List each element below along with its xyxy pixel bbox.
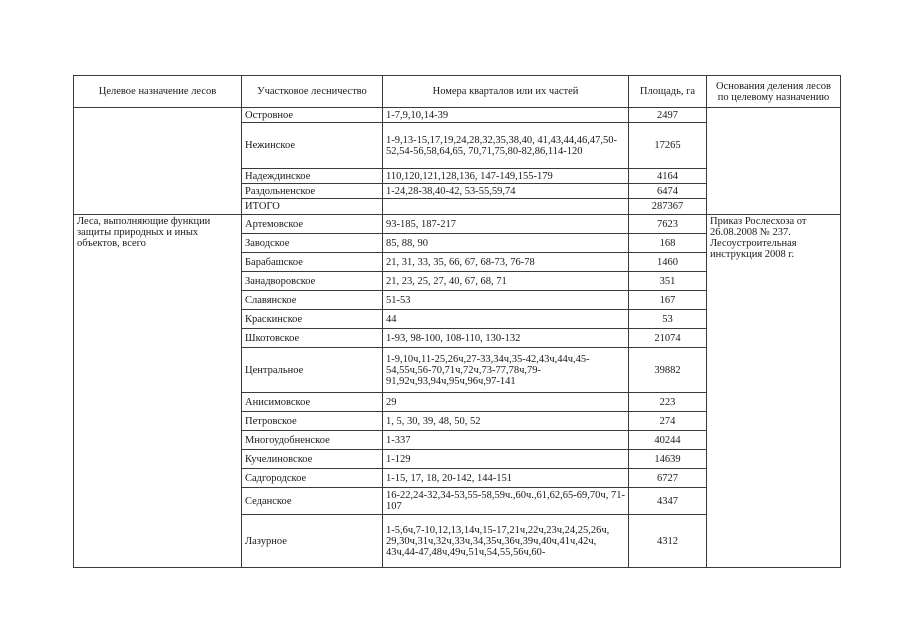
- area-cell: 167: [629, 291, 707, 310]
- quarters-cell: 21, 31, 33, 35, 66, 67, 68-73, 76-78: [383, 253, 629, 272]
- area-cell: 4347: [629, 488, 707, 515]
- area-cell: 1460: [629, 253, 707, 272]
- area-cell: 6727: [629, 469, 707, 488]
- purpose-cell: Леса, выполняющие функции защиты природных и иных объектов, всего: [74, 215, 242, 568]
- forestry-cell: Краскинское: [242, 310, 383, 329]
- quarters-cell: 16-22,24-32,34-53,55-58,59ч.,60ч.,61,62,65-69,70ч, 71-107: [383, 488, 629, 515]
- table-header-row: [74, 76, 841, 108]
- header-basis: Основания деления лесов по целевому назначению: [707, 76, 841, 108]
- forestry-cell: Барабашское: [242, 253, 383, 272]
- area-cell: 4164: [629, 169, 707, 184]
- forestry-cell: Нежинское: [242, 123, 383, 169]
- area-cell: 17265: [629, 123, 707, 169]
- area-cell: 6474: [629, 184, 707, 199]
- total-quarters-empty: [383, 199, 629, 215]
- basis-cell-empty: [707, 108, 841, 215]
- quarters-cell: 1-93, 98-100, 108-110, 130-132: [383, 329, 629, 348]
- forestry-cell: Центральное: [242, 348, 383, 393]
- table-row: [74, 215, 841, 234]
- forestry-cell: Занадворовское: [242, 272, 383, 291]
- area-cell: 223: [629, 393, 707, 412]
- forestry-cell: Шкотовское: [242, 329, 383, 348]
- area-cell: 40244: [629, 431, 707, 450]
- forestry-cell: Островное: [242, 108, 383, 123]
- quarters-cell: 110,120,121,128,136, 147-149,155-179: [383, 169, 629, 184]
- forestry-cell: Анисимовское: [242, 393, 383, 412]
- purpose-cell-empty: [74, 108, 242, 215]
- total-area: 287367: [629, 199, 707, 215]
- total-label: ИТОГО: [242, 199, 383, 215]
- quarters-cell: 1, 5, 30, 39, 48, 50, 52: [383, 412, 629, 431]
- quarters-cell: 29: [383, 393, 629, 412]
- quarters-cell: 1-15, 17, 18, 20-142, 144-151: [383, 469, 629, 488]
- quarters-cell: 1-24,28-38,40-42, 53-55,59,74: [383, 184, 629, 199]
- quarters-cell: 1-337: [383, 431, 629, 450]
- quarters-cell: 51-53: [383, 291, 629, 310]
- table-row: [74, 108, 841, 123]
- area-cell: 2497: [629, 108, 707, 123]
- header-forestry: Участковое лесничество: [242, 76, 383, 108]
- forestry-cell: Надеждинское: [242, 169, 383, 184]
- header-purpose: Целевое назначение лесов: [74, 76, 242, 108]
- area-cell: 53: [629, 310, 707, 329]
- area-cell: 7623: [629, 215, 707, 234]
- quarters-cell: 1-129: [383, 450, 629, 469]
- forest-purpose-table: [73, 75, 841, 568]
- quarters-cell: 85, 88, 90: [383, 234, 629, 253]
- quarters-cell: 1-9,10ч,11-25,26ч,27-33,34ч,35-42,43ч,44ч,45-54,55ч,56-70,71ч,72ч,73-77,78ч,79-91,92ч,93,94ч,95ч,96ч,97-141: [383, 348, 629, 393]
- area-cell: 21074: [629, 329, 707, 348]
- forestry-cell: Седанское: [242, 488, 383, 515]
- quarters-cell: 1-9,13-15,17,19,24,28,32,35,38,40, 41,43,44,46,47,50-52,54-56,58,64,65, 70,71,75,80-82,86,114-120: [383, 123, 629, 169]
- area-cell: 168: [629, 234, 707, 253]
- forestry-cell: Петровское: [242, 412, 383, 431]
- basis-cell: Приказ Рослесхоза от 26.08.2008 № 237. Лесоустроительная инструкция 2008 г.: [707, 215, 841, 568]
- area-cell: 351: [629, 272, 707, 291]
- area-cell: 14639: [629, 450, 707, 469]
- forestry-cell: Садгородское: [242, 469, 383, 488]
- header-area: Площадь, га: [629, 76, 707, 108]
- forestry-cell: Заводское: [242, 234, 383, 253]
- forestry-cell: Кучелиновское: [242, 450, 383, 469]
- area-cell: 274: [629, 412, 707, 431]
- header-quarters: Номера кварталов или их частей: [383, 76, 629, 108]
- forestry-cell: Славянское: [242, 291, 383, 310]
- area-cell: 39882: [629, 348, 707, 393]
- forestry-cell: Лазурное: [242, 515, 383, 568]
- forestry-cell: Многоудобненское: [242, 431, 383, 450]
- forestry-cell: Раздольненское: [242, 184, 383, 199]
- quarters-cell: 21, 23, 25, 27, 40, 67, 68, 71: [383, 272, 629, 291]
- quarters-cell: 93-185, 187-217: [383, 215, 629, 234]
- area-cell: 4312: [629, 515, 707, 568]
- quarters-cell: 1-7,9,10,14-39: [383, 108, 629, 123]
- quarters-cell: 44: [383, 310, 629, 329]
- forestry-cell: Артемовское: [242, 215, 383, 234]
- quarters-cell: 1-5,6ч,7-10,12,13,14ч,15-17,21ч,22ч,23ч,24,25,26ч, 29,30ч,31ч,32ч,33ч,34,35ч,36ч,39ч,40ч,41ч,42ч, 43ч,44-47,48ч,49ч,51ч,54,55,56ч,60-: [383, 515, 629, 568]
